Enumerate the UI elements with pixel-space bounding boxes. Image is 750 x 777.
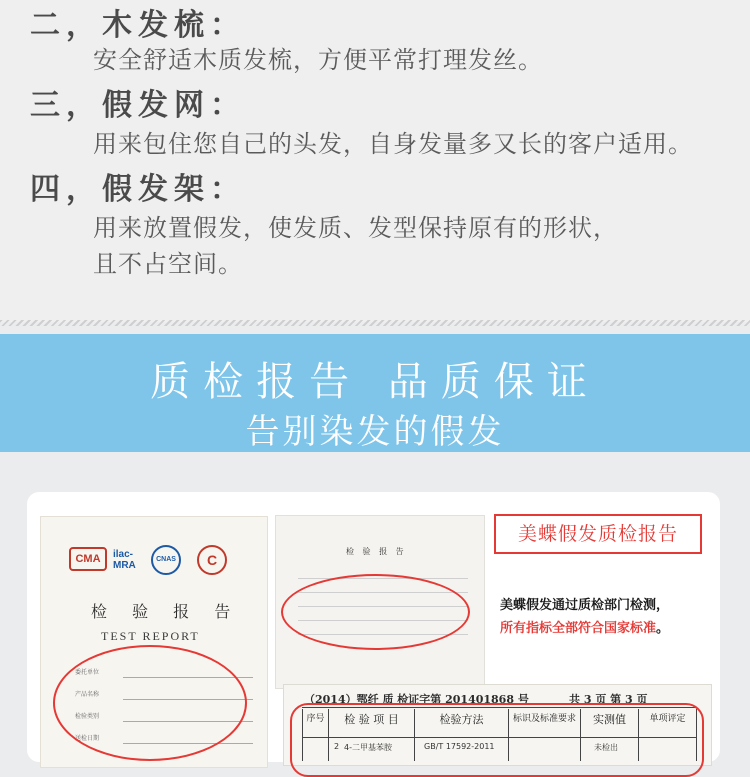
note-highlight: 所有指标全部符合国家标准 — [500, 621, 657, 636]
certificate-field: 送检日期 — [75, 735, 100, 742]
note-line2 — [500, 617, 669, 636]
report-label: 美蝶假发质检报告 — [494, 514, 702, 554]
column-header: 序号 — [306, 714, 325, 724]
column-header: 检验方法 — [439, 713, 484, 726]
certificate-field: 检验类别 — [75, 713, 100, 720]
cma-logo: CMA — [69, 547, 107, 571]
report-page-count: 共 3 页 第 3 页 — [569, 693, 648, 706]
report-page-title: 检 验 报 告 — [346, 547, 407, 556]
heading-wooden-comb: 二，木发梳： — [30, 8, 246, 43]
column-header: 实测值 — [593, 713, 626, 726]
heading-wig-net: 三，假发网： — [30, 88, 246, 123]
column-header: 单项评定 — [649, 714, 686, 724]
desc-wig-stand-line1: 用来放置假发，使发质、发型保持原有的形状， — [93, 214, 618, 242]
highlight-circle — [290, 703, 704, 777]
column-header: 标识及标准要求 — [512, 714, 576, 724]
report-number: （2014）鄂纤 质 检证字第 201401868 号 — [304, 693, 529, 706]
certificate-field: 产品名称 — [75, 691, 100, 698]
heading-wig-stand: 四，假发架： — [30, 172, 246, 207]
quality-banner — [0, 334, 750, 452]
report-table-image — [283, 684, 712, 766]
desc-wig-net: 用来包住您自己的头发，自身发量多又长的客户适用。 — [93, 130, 693, 158]
desc-wooden-comb: 安全舒适木质发梳，方便平常打理发丝。 — [93, 46, 543, 74]
highlight-circle — [281, 574, 470, 650]
desc-wig-stand-line2: 且不占空间。 — [93, 250, 243, 278]
note-end: 。 — [656, 621, 670, 636]
accessory-list-section — [0, 0, 750, 322]
report-page-image — [275, 515, 485, 689]
table-cell: 未检出 — [594, 743, 618, 752]
zigzag-divider — [0, 320, 750, 326]
table-cell: 2 — [334, 742, 340, 751]
ilac-mra-logo: ilac-MRA — [113, 549, 136, 571]
certificate-cover-image — [40, 516, 268, 768]
certificate-title-en: TEST REPORT — [101, 629, 200, 643]
banner-subtitle: 告别染发的假发 — [245, 412, 505, 452]
column-header: 检 验 项 目 — [344, 713, 399, 726]
table-cell: 4-二甲基苯胺 — [344, 743, 392, 752]
highlight-circle — [53, 645, 247, 761]
certificate-title: 检 验 报 告 — [91, 602, 241, 621]
note-line1: 美蝶假发通过质检部门检测， — [500, 598, 670, 613]
cnas-logo: CNAS — [151, 545, 181, 575]
table-cell: GB/T 17592-2011 — [424, 742, 495, 751]
c-mark-logo: C — [197, 545, 227, 575]
banner-title: 质检报告 品质保证 — [150, 359, 600, 405]
certificate-field: 委托单位 — [75, 669, 100, 676]
